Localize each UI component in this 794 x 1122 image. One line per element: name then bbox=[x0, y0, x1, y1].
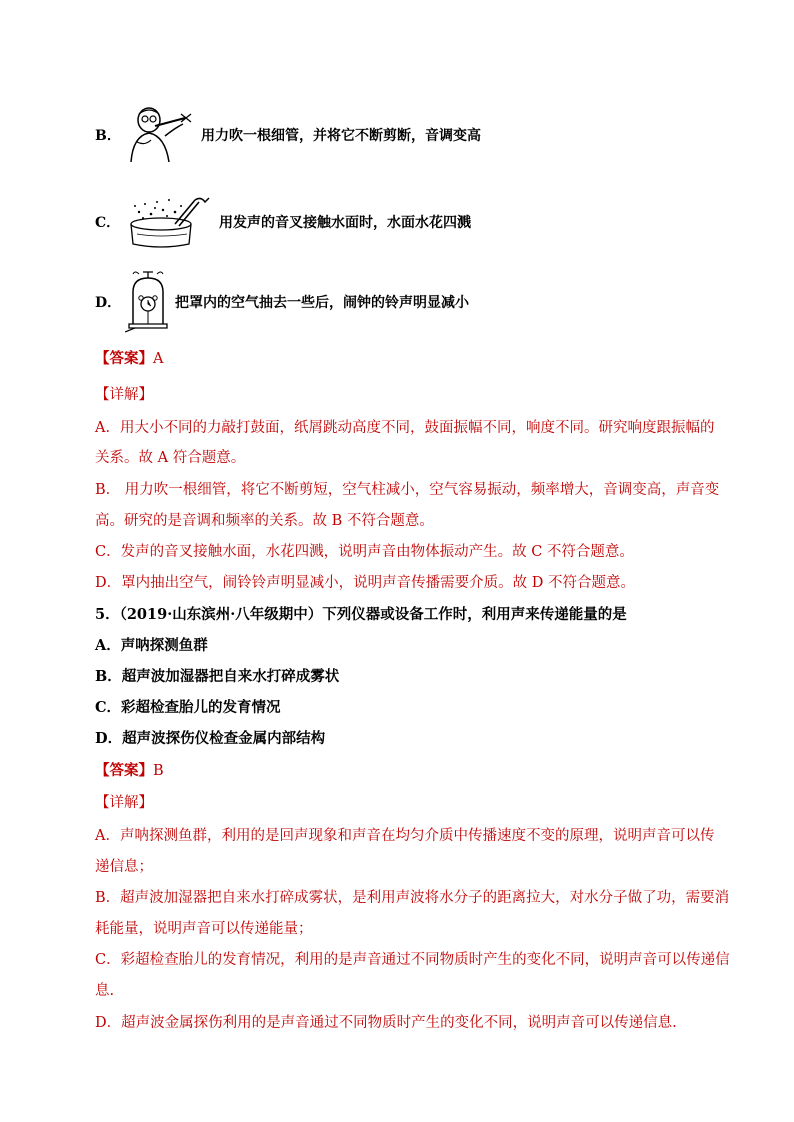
explanation-line: C．发声的音叉接触水面，水花四溅，说明声音由物体振动产生。故 C 不符合题意。 bbox=[95, 544, 634, 560]
answer-label: 【答案】 bbox=[95, 350, 153, 367]
question-option: C．彩超检查胎儿的发育情况 bbox=[95, 699, 281, 716]
explanation-line: A．声呐探测鱼群，利用的是回声现象和声音在均匀介质中传播速度不变的原理，说明声音可以传 bbox=[95, 828, 715, 844]
question-option: B．超声波加湿器把自来水打碎成雾状 bbox=[95, 668, 340, 685]
explanation-line: 递信息； bbox=[95, 859, 153, 875]
detail-label bbox=[95, 383, 153, 404]
explanation-line: A．用大小不同的力敲打鼓面，纸屑跳动高度不同，鼓面振幅不同，响度不同。研究响度跟振幅的 bbox=[95, 420, 715, 436]
option-letter: D． bbox=[95, 295, 122, 311]
question-title: 5．（2019·山东滨州·八年级期中）下列仪器或设备工作时，利用声来传递能量的是 bbox=[95, 606, 627, 623]
detail-label bbox=[95, 791, 153, 812]
option-b-row bbox=[95, 106, 481, 164]
tuning-fork-water-icon bbox=[125, 194, 215, 250]
option-letter: C． bbox=[95, 215, 121, 231]
explanation-line: D．超声波金属探伤利用的是声音通过不同物质时产生的变化不同，说明声音可以传递信息. bbox=[95, 1015, 677, 1031]
option-text: 用发声的音叉接触水面时，水面水花四溅 bbox=[219, 215, 471, 231]
explanation-line: 高。研究的是音调和频率的关系。故 B 不符合题意。 bbox=[95, 513, 434, 529]
explanation-line: C．彩超检查胎儿的发育情况，利用的是声音通过不同物质时产生的变化不同，说明声音可以传递信 bbox=[95, 952, 730, 968]
man-blowing-tube-icon bbox=[125, 106, 197, 164]
explanation-line: B．超声波加湿器把自来水打碎成雾状，是利用声波将水分子的距离拉大，对水分子做了功，需要消 bbox=[95, 890, 730, 906]
option-letter: B． bbox=[95, 128, 121, 144]
explanation-line: D．罩内抽出空气，闹铃铃声明显减小，说明声音传播需要介质。故 D 不符合题意。 bbox=[95, 575, 635, 591]
option-text: 把罩内的空气抽去一些后，闹钟的铃声明显减小 bbox=[175, 295, 469, 311]
question-option: A．声呐探测鱼群 bbox=[95, 637, 208, 654]
detail-label-text: 【详解】 bbox=[95, 795, 153, 811]
answer-label: 【答案】 bbox=[95, 762, 153, 779]
question-option: D．超声波探伤仪检查金属内部结构 bbox=[95, 730, 326, 747]
answer-line bbox=[95, 759, 164, 780]
detail-label-text: 【详解】 bbox=[95, 387, 153, 403]
answer-value: A bbox=[153, 351, 164, 367]
bell-jar-alarm-clock-icon bbox=[125, 270, 171, 334]
explanation-line: B． 用力吹一根细管，将它不断剪短，空气柱减小，空气容易振动，频率增大，音调变高，声音变 bbox=[95, 482, 720, 498]
option-text: 用力吹一根细管，并将它不断剪断，音调变高 bbox=[201, 128, 481, 144]
explanation-line: 关系。故 A 符合题意。 bbox=[95, 450, 246, 466]
explanation-line: 息. bbox=[95, 983, 115, 999]
explanation-line: 耗能量，说明声音可以传递能量； bbox=[95, 921, 313, 937]
option-c-row bbox=[95, 194, 471, 250]
option-d-row bbox=[95, 270, 469, 334]
answer-value: B bbox=[153, 763, 164, 779]
answer-line bbox=[95, 347, 163, 368]
